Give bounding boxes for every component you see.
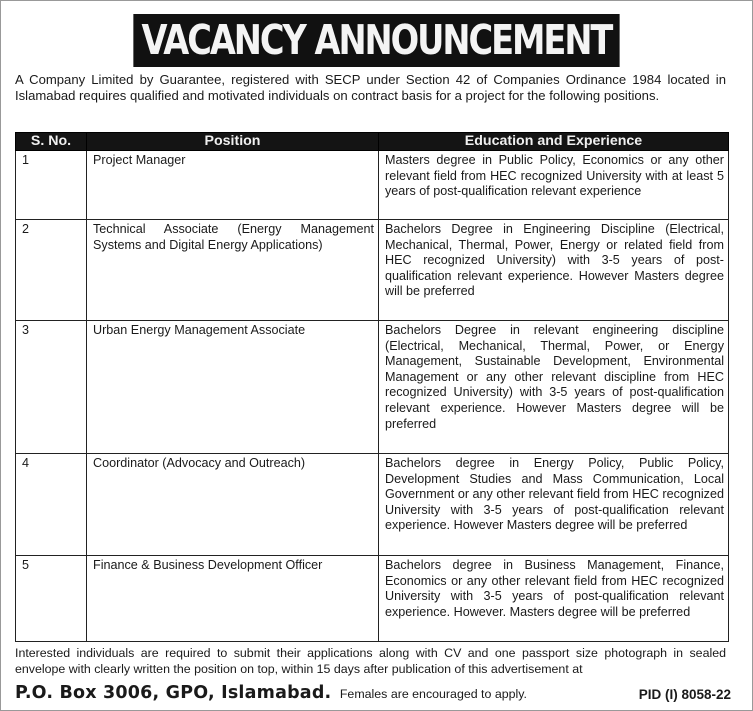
row-position: Coordinator (Advocacy and Outreach) — [87, 454, 379, 556]
table-row — [16, 321, 729, 454]
row-education: Bachelors Degree in Engineering Discipline (Electrical, Mechanical, Thermal, Power, Energy or related field from HEC recognized University) with 3-5 years of post-qualification relevant experience. However Masters degree will be preferred — [379, 220, 729, 321]
postal-address: P.O. Box 3006, GPO, Islamabad. — [15, 683, 332, 703]
row-position: Urban Energy Management Associate — [87, 321, 379, 454]
address-line — [15, 683, 731, 705]
table-row — [16, 454, 729, 556]
table-row — [16, 151, 729, 220]
header-sno: S. No. — [16, 133, 87, 151]
table-row — [16, 556, 729, 642]
application-instructions: Interested individuals are required to submit their applications along with CV and one passport size photograph in sealed envelope with clearly written the position on top, within 15 days after publication of this advertisement at — [15, 646, 726, 676]
title-banner — [1, 14, 752, 67]
row-sno: 1 — [16, 151, 87, 220]
intro-paragraph: A Company Limited by Guarantee, registered with SECP under Section 42 of Companies Ordinance 1984 located in Islamabad requires qualified and motivated individuals on contract basis for a project for the following positions. — [15, 72, 726, 103]
row-position: Finance & Business Development Officer — [87, 556, 379, 642]
row-sno: 4 — [16, 454, 87, 556]
row-sno: 2 — [16, 220, 87, 321]
row-position: Technical Associate (Energy Management Systems and Digital Energy Applications) — [87, 220, 379, 321]
positions-table — [15, 132, 729, 642]
females-note: Females are encouraged to apply. — [339, 687, 527, 701]
pid-number: PID (I) 8058-22 — [638, 687, 731, 702]
row-education: Bachelors degree in Energy Policy, Public Policy, Development Studies and Mass Communication, Local Government or any other relevant field from HEC recognized University with 3-5 years of post-qualification relevant experience. However Masters degree will be preferred — [379, 454, 729, 556]
row-education: Bachelors Degree in relevant engineering discipline (Electrical, Mechanical, Thermal, Power, or Energy Management, Sustainable Development, Environmental Management or any other relevant discipline from HEC recognized University) with 3-5 years of post-qualification relevant experience. However Masters degree will be preferred — [379, 321, 729, 454]
header-education: Education and Experience — [379, 133, 729, 151]
row-sno: 3 — [16, 321, 87, 454]
row-position: Project Manager — [87, 151, 379, 220]
row-sno: 5 — [16, 556, 87, 642]
table-row — [16, 220, 729, 321]
page-title: VACANCY ANNOUNCEMENT — [133, 14, 619, 67]
table-header-row — [16, 133, 729, 151]
row-education: Bachelors degree in Business Management, Finance, Economics or any other relevant field from HEC recognized University with 3-5 years of post-qualification relevant experience. However. Masters degree will be preferred — [379, 556, 729, 642]
row-education: Masters degree in Public Policy, Economics or any other relevant field from HEC recognized University with at least 5 years of post-qualification relevant experience — [379, 151, 729, 220]
header-position: Position — [87, 133, 379, 151]
